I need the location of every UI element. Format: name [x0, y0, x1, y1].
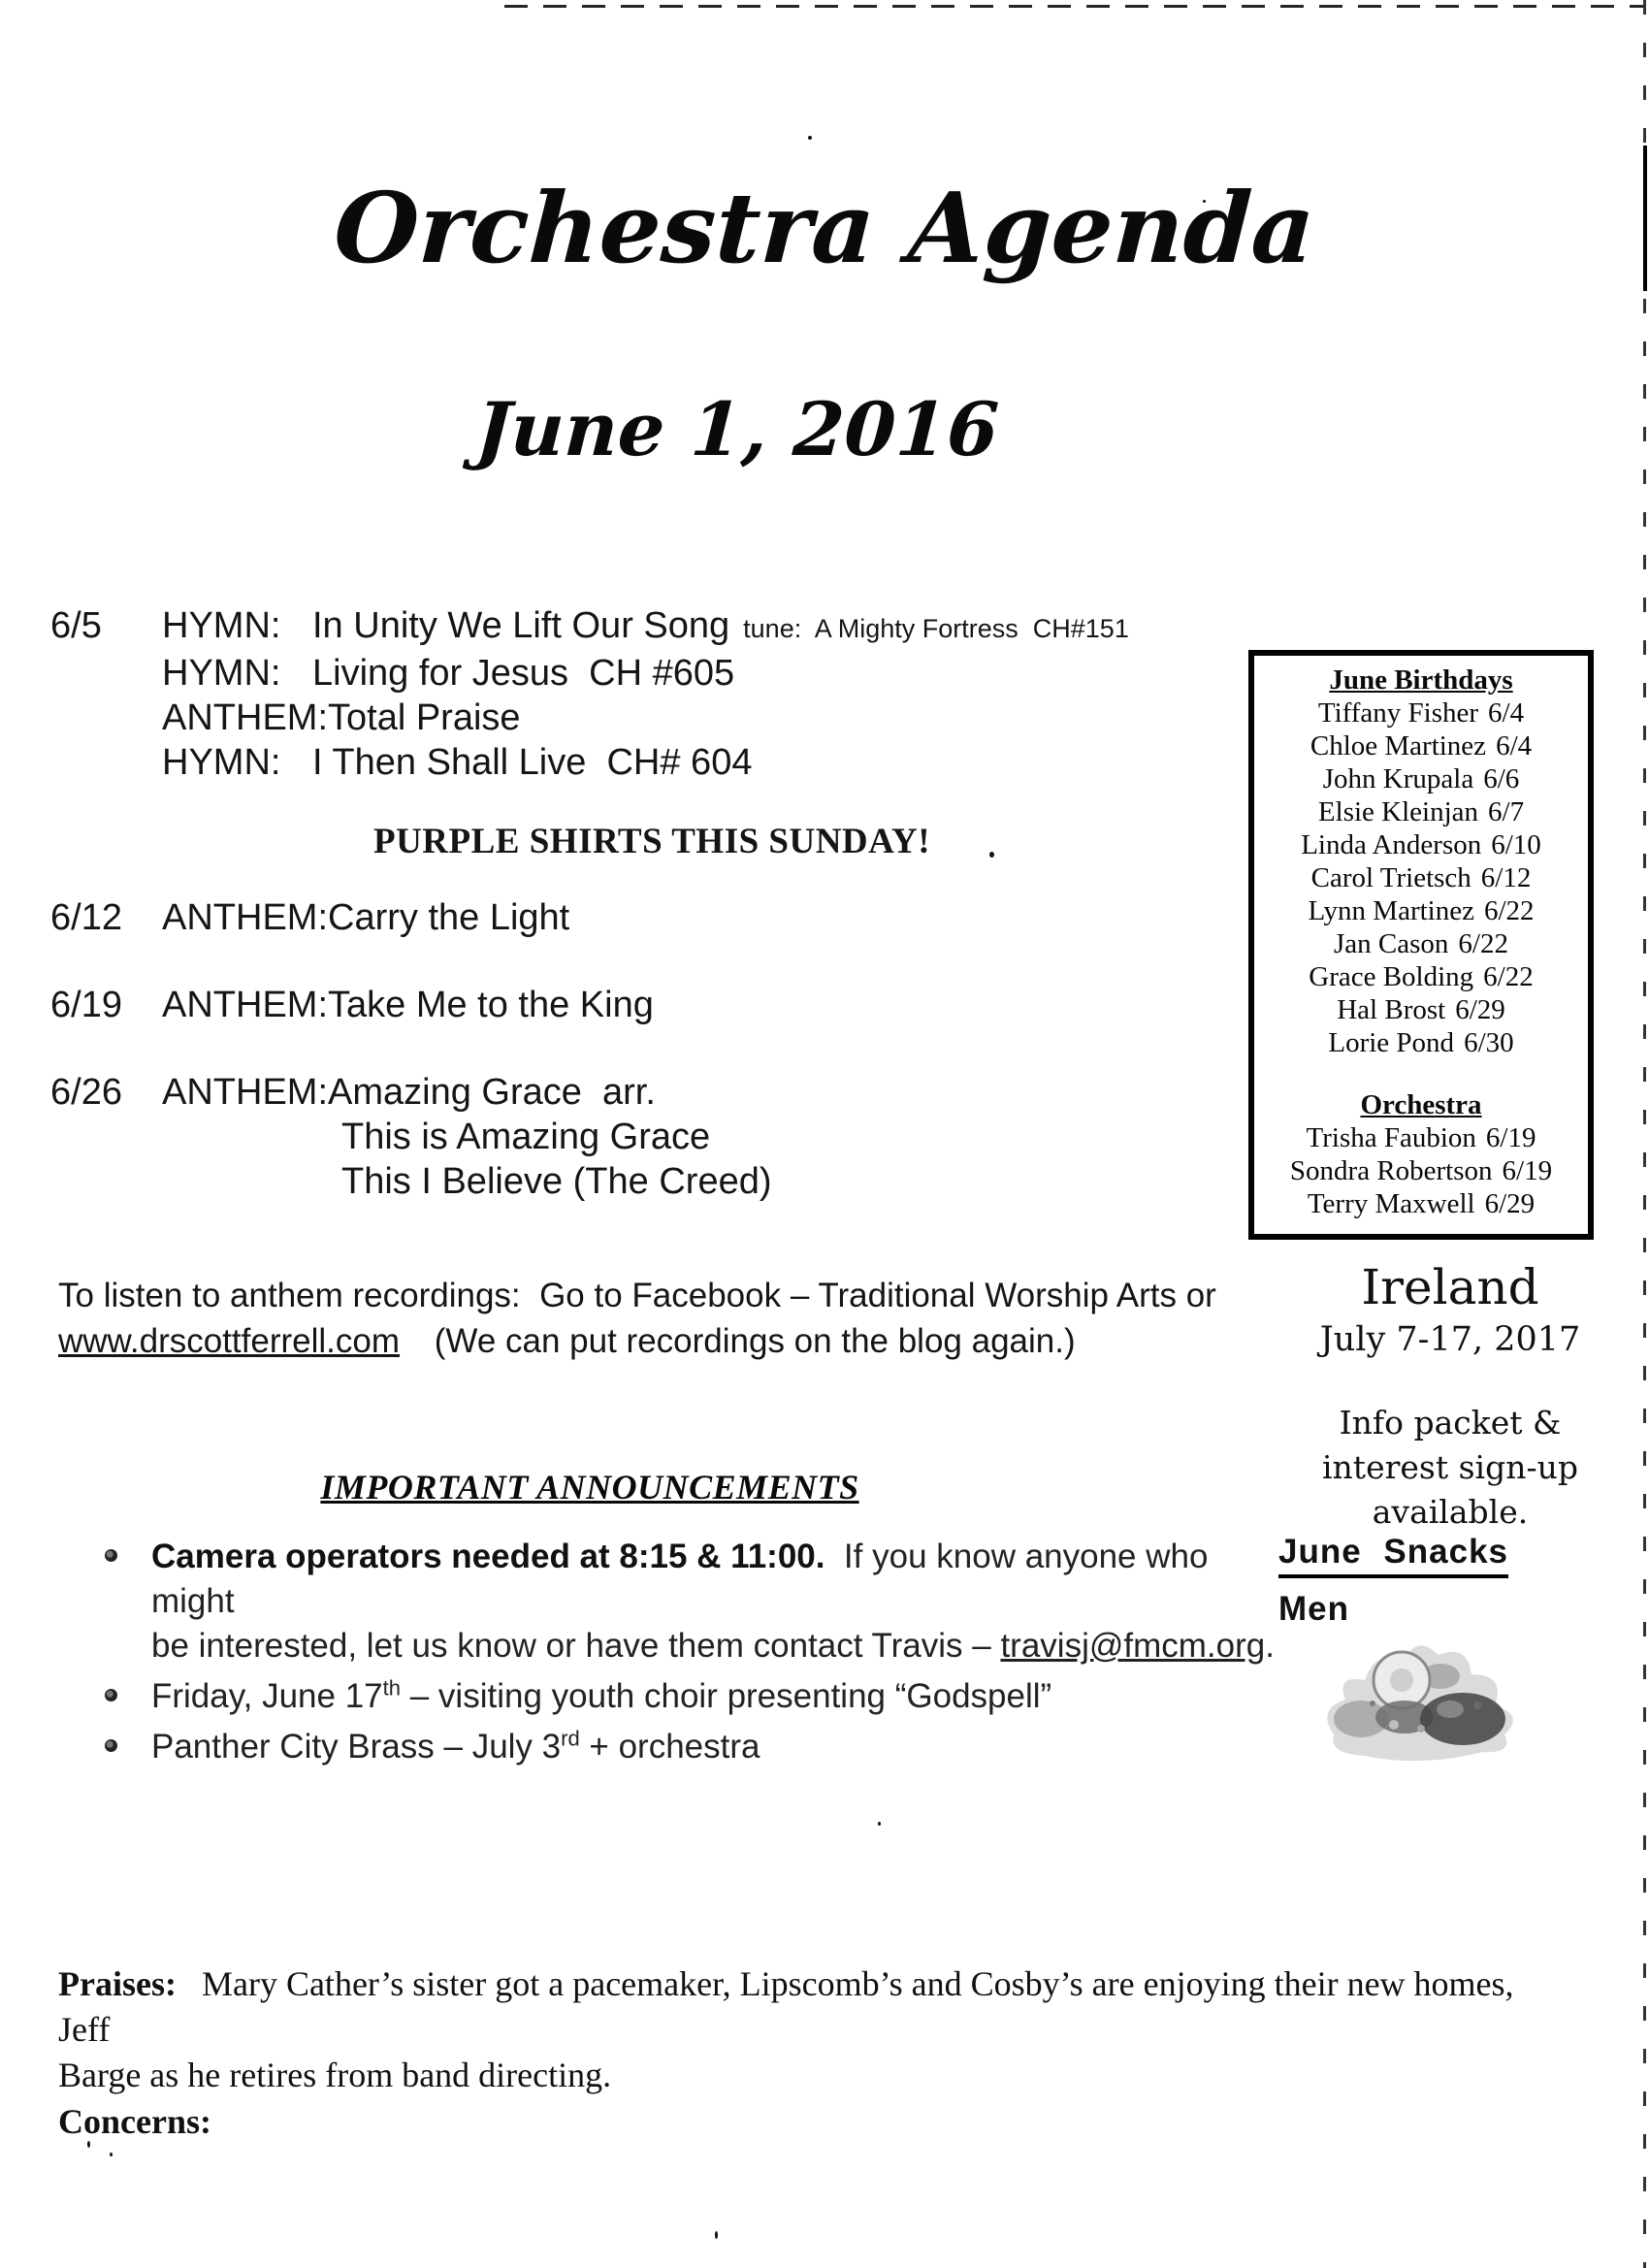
song-title: Amazing Grace arr. — [328, 1072, 656, 1113]
birthday-date: 6/4 — [1496, 730, 1533, 761]
announcement-bold: Camera operators needed at 8:15 & 11:00. — [151, 1538, 825, 1575]
list-item — [105, 1535, 1278, 1669]
birthdays-title: June Birthdays — [1329, 664, 1513, 696]
birthday-date: 6/22 — [1458, 928, 1508, 959]
email-link[interactable]: travisj@fmcm.org — [1000, 1627, 1266, 1665]
ireland-info: Info packet & interest sign-up available. — [1322, 1404, 1578, 1531]
birthday-row — [1258, 697, 1584, 729]
birthday-row — [1258, 795, 1584, 828]
schedule-label: HYMN: — [162, 742, 281, 783]
birthday-date: 6/12 — [1480, 862, 1532, 893]
birthday-row — [1258, 861, 1584, 894]
birthday-date: 6/10 — [1491, 829, 1541, 860]
person-name: Trisha Faubion — [1306, 1122, 1476, 1153]
person-name: Lorie Pond — [1328, 1027, 1455, 1058]
birthday-row — [1258, 927, 1584, 960]
birthday-date: 6/22 — [1483, 895, 1535, 926]
song-title: Living for Jesus CH #605 — [312, 653, 735, 694]
schedule-date: 6/19 — [50, 985, 122, 1025]
recordings-text: To listen to anthem recordings: Go to Facebook – Traditional Worship Arts or — [58, 1277, 1216, 1314]
birthday-row — [1258, 993, 1584, 1026]
birthday-row — [1258, 1026, 1584, 1059]
birthday-date: 6/4 — [1488, 697, 1525, 729]
announcement-text: be interested, let us know or have them contact Travis – — [151, 1627, 1001, 1665]
birthday-date: 6/29 — [1455, 994, 1505, 1025]
person-name: John Krupala — [1322, 763, 1474, 794]
schedule-row — [50, 983, 1253, 1027]
announcements-list — [105, 1535, 1278, 1775]
schedule-label: ANTHEM: — [162, 897, 328, 938]
scan-edge-top — [504, 5, 1643, 8]
schedule-row — [50, 696, 1253, 740]
scan-speck — [715, 2231, 718, 2239]
schedule-row — [50, 740, 1253, 785]
schedule-row — [50, 1070, 1253, 1115]
announcement-text: – visiting youth choir presenting “Godspell” — [401, 1677, 1052, 1715]
scan-speck — [808, 136, 812, 140]
list-item — [105, 1725, 1278, 1769]
person-name: Lynn Martinez — [1308, 895, 1474, 926]
announcement-text: + orchestra — [579, 1728, 760, 1766]
person-name: Carol Trietsch — [1310, 862, 1471, 893]
birthday-date: 6/19 — [1502, 1155, 1553, 1186]
praises-section — [58, 1961, 1571, 2145]
bullet-icon — [105, 1739, 117, 1752]
bullet-icon — [105, 1689, 117, 1701]
song-title: Take Me to the King — [328, 985, 654, 1025]
song-title: In Unity We Lift Our Song — [312, 605, 730, 646]
praises-text: Mary Cather’s sister got a pacemaker, Lipscomb’s and Cosby’s are enjoying their new homes, Jeff — [58, 1964, 1523, 2049]
praises-label: Praises: — [58, 1964, 177, 2003]
ordinal-suffix: rd — [561, 1726, 580, 1751]
schedule-label: ANTHEM: — [162, 1072, 328, 1113]
person-name: Terry Maxwell — [1307, 1188, 1475, 1219]
announcement-text: Friday, June 17 — [151, 1677, 383, 1715]
song-title: Total Praise — [328, 697, 521, 738]
schedule-row — [50, 1115, 1253, 1159]
birthday-date: 6/29 — [1484, 1188, 1536, 1219]
schedule-date: 6/26 — [50, 1072, 122, 1113]
ireland-dates: July 7-17, 2017 — [1319, 1320, 1581, 1359]
purple-shirts-callout: PURPLE SHIRTS THIS SUNDAY! — [372, 822, 931, 861]
song-title: Carry the Light — [328, 897, 570, 938]
schedule-label: ANTHEM: — [162, 985, 328, 1025]
birthday-row — [1258, 828, 1584, 861]
schedule-label: ANTHEM: — [162, 697, 328, 738]
person-name: Sondra Robertson — [1289, 1155, 1493, 1186]
tune-note: tune: A Mighty Fortress CH#151 — [743, 614, 1129, 643]
person-name: Jan Cason — [1334, 928, 1449, 959]
song-title: This I Believe (The Creed) — [341, 1161, 772, 1202]
person-name: Hal Brost — [1337, 994, 1446, 1025]
praises-text: Barge as he retires from band directing. — [58, 2056, 612, 2094]
birthday-row — [1258, 894, 1584, 927]
recordings-text-after: (We can put recordings on the blog again.) — [434, 1322, 1076, 1360]
orchestra-title: Orchestra — [1360, 1089, 1482, 1120]
song-title: I Then Shall Live CH# 604 — [312, 742, 753, 783]
recordings-note — [58, 1273, 1242, 1364]
schedule — [50, 603, 1253, 1204]
birthday-date: 6/22 — [1483, 961, 1534, 992]
announcement-text: If you know anyone who might — [151, 1538, 1218, 1620]
june-snacks-section — [1278, 1533, 1508, 1629]
scan-speck — [878, 1822, 881, 1826]
schedule-row — [50, 895, 1253, 940]
birthday-row — [1258, 1154, 1584, 1187]
schedule-date: 6/5 — [50, 605, 102, 646]
birthday-row — [1258, 1187, 1584, 1220]
june-birthdays-box — [1248, 650, 1594, 1240]
birthday-date: 6/19 — [1485, 1122, 1536, 1153]
person-name: Tiffany Fisher — [1317, 697, 1479, 729]
ireland-title: Ireland — [1361, 1259, 1539, 1315]
schedule-label: HYMN: — [162, 605, 281, 646]
snacks-photo — [1305, 1620, 1537, 1764]
schedule-date: 6/12 — [50, 897, 122, 938]
announcements-title: IMPORTANT ANNOUNCEMENTS — [320, 1468, 859, 1507]
announcement-text: Panther City Brass – July 3 — [151, 1728, 562, 1766]
snacks-group: Men — [1278, 1590, 1349, 1628]
page-date: June 1, 2016 — [473, 386, 1001, 472]
schedule-label: HYMN: — [162, 653, 281, 694]
page-title: Orchestra Agenda — [331, 171, 1318, 285]
scan-edge-right — [1643, 0, 1646, 2268]
person-name: Elsie Kleinjan — [1317, 796, 1479, 827]
person-name: Linda Anderson — [1301, 829, 1482, 860]
snacks-title: June Snacks — [1278, 1533, 1508, 1578]
birthday-row — [1258, 762, 1584, 795]
birthday-row — [1258, 960, 1584, 993]
list-item — [105, 1674, 1278, 1719]
birthday-row — [1258, 729, 1584, 762]
scan-speck — [110, 2153, 113, 2156]
recordings-link[interactable]: www.drscottferrell.com — [58, 1322, 401, 1360]
birthday-date: 6/6 — [1483, 763, 1520, 794]
birthday-date: 6/30 — [1464, 1027, 1514, 1058]
announcement-text: . — [1265, 1627, 1275, 1665]
scan-edge-right-solid — [1643, 146, 1647, 291]
concerns-label: Concerns: — [58, 2102, 211, 2141]
announcements-header — [58, 1467, 1121, 1507]
ordinal-suffix: th — [382, 1675, 402, 1701]
person-name: Grace Bolding — [1309, 961, 1474, 992]
person-name: Chloe Martinez — [1310, 730, 1487, 761]
schedule-row — [50, 651, 1253, 696]
birthday-date: 6/7 — [1488, 796, 1525, 827]
schedule-row — [50, 1159, 1253, 1204]
ireland-section — [1290, 1259, 1610, 1535]
schedule-row — [50, 603, 1253, 651]
bullet-icon — [105, 1549, 117, 1562]
birthday-row — [1258, 1121, 1584, 1154]
song-title: This is Amazing Grace — [341, 1117, 711, 1157]
